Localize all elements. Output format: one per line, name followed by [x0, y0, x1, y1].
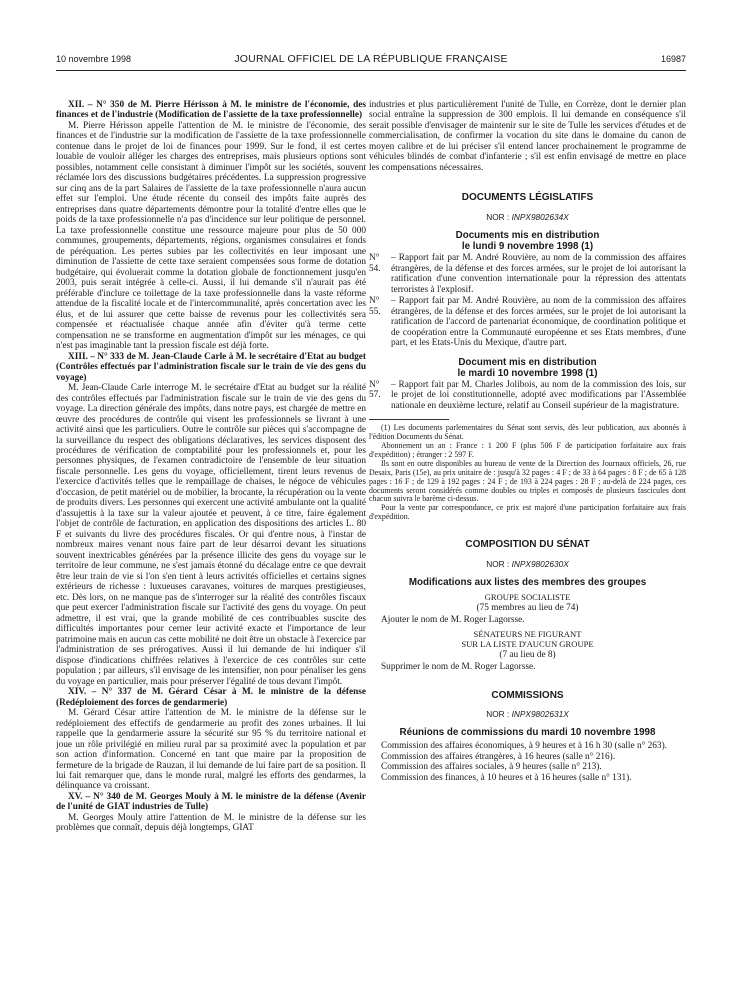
question-333-title: XIII. – N° 333 de M. Jean-Claude Carle à M. le secrétaire d'Etat au budget (Contrôles effectués par l'administration fiscale sur le train de vie des gens du voyage) — [56, 351, 366, 383]
commissions-nor: NOR : INPX9802631X — [486, 708, 569, 719]
groupe-socialiste-count: (75 membres au lieu de 74) — [476, 602, 579, 613]
groupe-non-inscrits-count: (7 au lieu de 8) — [499, 649, 556, 660]
question-350-text: M. Pierre Hérisson appelle l'attention de M. le ministre de l'économie, des finances et de l'industrie sur la modification de l'assiette de la taxe professionnelle contenue dans le projet de loi de finances pour 1999. Sur le fond, il est certes louable de vouloir alléger les charges des entreprises, mais plusieurs options sont possibles, notamment celle consistant à diminuer l'impôt sur les sociétés, souvent réclamée lors des discussions budgétaires précédentes. La suppression progressive sur cinq ans de la part Salaires de l'assiette de la taxe professionnelle n'aura aucun effet sur l'emploi. Une étude récente du conseil des impôts faite auprès des entreprises dans quatre départements démontre pour la totalité d'entre elles que le poids de la taxe professionnelle n'a pas d'incidence sur leur politique de personnel. La taxe professionnelle constitue une ressource majeure pour plus de 50 000 communes, groupements, départements, régions, organismes consulaires et fonds de péréquation. Les pertes subies par les collectivités en leur imposant une diminution de l'assiette de cette taxe seraient compensées sous forme de dotation budgétaire, qui évoluerait comme la dotation globale de fonctionnement jusqu'en 2003, puis serait intégrée à celle-ci. Aussi, il lui demande s'il n'aurait pas été préférable d'inclure ce toilettage de la taxe professionnelle dans la vaste réforme attendue de la fiscalité locale et de l'intercommunalité, après concertation avec les élus, et de lui assurer que cette baisse de revenus pour les collectivités sera compensée et réactualisée chaque année afin d'éviter qu'à terme cette compensation ne se transforme en augmentation d'impôt sur les ménages, ce qui n'est pas imaginable tant la pression fiscale est déjà forte. — [56, 120, 366, 352]
groupe-non-inscrits-line1: SÉNATEURS NE FIGURANT — [473, 628, 582, 639]
commission-affaires-etrangeres: Commission des affaires étrangères, à 16 heures (salle n° 216). — [381, 751, 616, 762]
footnote-prices: Ils sont en outre disponibles au bureau de vente de la Direction des Journaux officiels, 26, rue Desaix, Paris (15e), au prix unitaire de : jusqu'à 32 pages : 4 F ; de 33 à 64 pages : 8 F ; de 65 à 128 pages : 16 F ; de 129 à 192 pages : 24 F ; de 193 à 224 pages : 28 F ; au-delà de 224 pages, ces documents seront considérés comme doubles ou triples et composés de plusieurs fascicules dont chacun suivra le barème ci-dessus. — [369, 458, 686, 504]
groupe-non-inscrits-action: Supprimer le nom de M. Roger Lagorsse. — [381, 662, 536, 673]
right-column — [369, 100, 686, 984]
footnote-postage: Pour la vente par correspondance, ce prix est majoré d'une participation forfaitaire aux frais d'expédition. — [369, 503, 686, 522]
header-date: 10 novembre 1998 — [56, 54, 132, 64]
commission-affaires-economiques: Commission des affaires économiques, à 9 heures et à 16 h 30 (salle n° 263). — [381, 741, 668, 752]
footnote-subscription: Abonnement un an : France : 1 200 F (plus 506 F de participation forfaitaire aux frais d'expédition) ; étranger : 2 597 F. — [369, 440, 686, 459]
footnote-1: (1) Les documents parlementaires du Sénat sont servis, dès leur publication, aux abonnés à l'édition Documents du Sénat. — [369, 423, 686, 442]
commission-affaires-sociales: Commission des affaires sociales, à 9 heures (salle n° 213). — [381, 762, 602, 773]
senat-nor: NOR : INPX9802630X — [486, 558, 569, 569]
header-rule — [56, 70, 686, 71]
question-350-title: XII. – N° 350 de M. Pierre Hérisson à M. le ministre de l'économie, des finances et de l'industrie (Modification de l'assiette de la taxe professionnelle) — [56, 100, 366, 121]
document-57: N° 57. – Rapport fait par M. Charles Jolibois, au nom de la commission des lois, sur le projet de loi constitutionnelle, adopté avec modifications par l'Assemblée nationale en deuxième lecture, relatif au Conseil supérieur de la magistrature. — [369, 379, 686, 411]
documents-heading: DOCUMENTS LÉGISLATIFS — [461, 192, 594, 204]
page-header — [56, 54, 686, 68]
footnote-rule — [369, 419, 449, 420]
header-title: JOURNAL OFFICIEL DE LA RÉPUBLIQUE FRANÇAISE — [234, 53, 508, 65]
senat-heading: COMPOSITION DU SÉNAT — [465, 539, 590, 551]
commissions-heading: COMMISSIONS — [491, 689, 564, 701]
commissions-subheading: Réunions de commissions du mardi 10 novembre 1998 — [399, 727, 656, 739]
groupe-socialiste: GROUPE SOCIALISTE — [484, 592, 571, 603]
senat-subheading: Modifications aux listes des membres des groupes — [408, 577, 647, 589]
documents-nor: NOR : INPX9802634X — [486, 211, 569, 222]
header-page-number: 16987 — [660, 54, 686, 64]
question-333-text: M. Jean-Claude Carle interroge M. le secrétaire d'Etat au budget sur la réalité des contrôles effectués par l'administration fiscale sur le train de vie des gens du voyage. La direction générale des impôts, dans notre pays, est chargée de mettre en œuvre des procédures de contrôle qui visent les professionnels se livrant à une activité ainsi que les particuliers. Outre le contrôle sur pièces qui s'accompagne de la surveillance du respect des obligations déclaratives, les services disposent des procédures de vérification de comptabilité pour les professionnels et, pour les personnes physiques, de l'examen contradictoire de l'ensemble de leur situation fiscale personnelle. Les gens du voyage, officiellement, tirent leurs revenus de l'exercice d'activités telles que le rempaillage de chaises, le négoce de véhicules d'occasion, de petit matériel ou de mobilier, la brocante, la récupération ou la vente de produits divers. Les personnes qui exercent une activité ambulante ont la qualité d'assujettis à la taxe sur la valeur ajoutée et peuvent, à ce titre, faire également l'objet de contrôle de facturation, en application des dispositions des articles L. 80 F et suivants du livre des procédures fiscales. Or qui d'entre nous, à l'instar de nombreux maires venant nous faire part de leur désarroi devant les situations souvent inextricables générées par la présence illicite des gens du voyage sur le territoire de leur commune, ne s'est jamais étonné du décalage entre ce que devrait être leur train de vie si l'on s'en tient à leurs activités officielles et certains signes extérieurs de richesse : luxueuses caravanes, voitures de marques prestigieuses, etc. Dès lors, on ne manque pas de s'interroger sur la réalité des contrôles fiscaux que peut exercer l'administration fiscale sur l'activité des gens du voyage. On peut admettre, il est vrai, que la grande mobilité de ces contribuables suscite des difficultés importantes pour cerner leur activité exacte et l'importance de leur patrimoine mais en aucun cas cette mobilité ne doit être un obstacle à l'exercice par l'administration de ses prérogatives. Aussi il lui demande de lui indiquer s'il dispose d'indications chiffrées relatives à l'exercice de ces contrôles sur cette population ; par ailleurs, s'il envisage de les intensifier, non pour pénaliser les gens du voyage en particulier, mais pour préserver l'égalité de tous devant l'impôt. — [56, 383, 366, 687]
document-55: N° 55. – Rapport fait par M. André Rouvière, au nom de la commission des affaires étrangères, de la défense et des forces armées, sur le projet de loi autorisant la ratification de l'accord de partenariat économique, de coordination politique et de coopération entre la Communauté européenne et ses Etats membres, d'une part, et les Etats-Unis du Mexique, d'autre part. — [369, 296, 686, 349]
distribution-2-heading: Document mis en distribution le mardi 10 novembre 1998 (1) — [457, 356, 598, 379]
question-340-text: M. Georges Mouly attire l'attention de M. le ministre de la défense sur les problèmes que connaît, depuis déjà longtemps, GIAT — [56, 812, 366, 834]
question-340-title: XV. – N° 340 de M. Georges Mouly à M. le ministre de la défense (Avenir de l'unité de GIAT industries de Tulle) — [56, 791, 366, 813]
left-column — [56, 100, 366, 984]
distribution-1-heading: Documents mis en distribution le lundi 9 novembre 1998 (1) — [455, 230, 600, 253]
question-340-continuation: industries et plus particulièrement l'unité de Tulle, en Corrèze, dont le dernier plan social entraîne la suppression de 300 emplois. Il lui demande en conséquence s'il serait possible d'envisager de maintenir sur le site de Tulle les services d'études et de commercialisation, de confirmer la vocation du site dans le domaine du canon de moyen calibre et de lui préciser s'il entend lancer prochainement le programme de véhicules blindés de combat d'infanterie ; s'il est enfin envisagé de mettre en place les compensations nécessaires. — [369, 100, 686, 173]
groupe-non-inscrits-line2: SUR LA LISTE D'AUCUN GROUPE — [461, 639, 594, 650]
question-337-text: M. Gérard César attire l'attention de M. le ministre de la défense sur le redéploiement des effectifs de gendarmerie au profit des zones urbaines. Il lui rappelle que la gendarmerie assure la sécurité sur 95 % du territoire national et joue un rôle privilégié en milieu rural par sa proximité avec la population et par son action d'information. Concerné en tant que maire par la proposition de fermeture de la brigade de Rauzan, il lui demande de lui faire part de sa position. Il lui fait remarquer que, dans le monde rural, malgré les efforts des gendarmes, la délinquance va croissant. — [56, 708, 366, 792]
question-337-title: XIV. – N° 337 de M. Gérard César à M. le ministre de la défense (Redéploiement des forces de gendarmerie) — [56, 687, 366, 708]
document-54: N° 54. – Rapport fait par M. André Rouvière, au nom de la commission des affaires étrangères, de la défense et des forces armées, sur le projet de loi autorisant la ratification d'une convention internationale pour la répression des attentats terroristes à l'explosif. — [369, 253, 686, 295]
commission-finances: Commission des finances, à 10 heures et à 16 heures (salle n° 131). — [381, 772, 632, 783]
groupe-socialiste-action: Ajouter le nom de M. Roger Lagorsse. — [381, 615, 525, 626]
